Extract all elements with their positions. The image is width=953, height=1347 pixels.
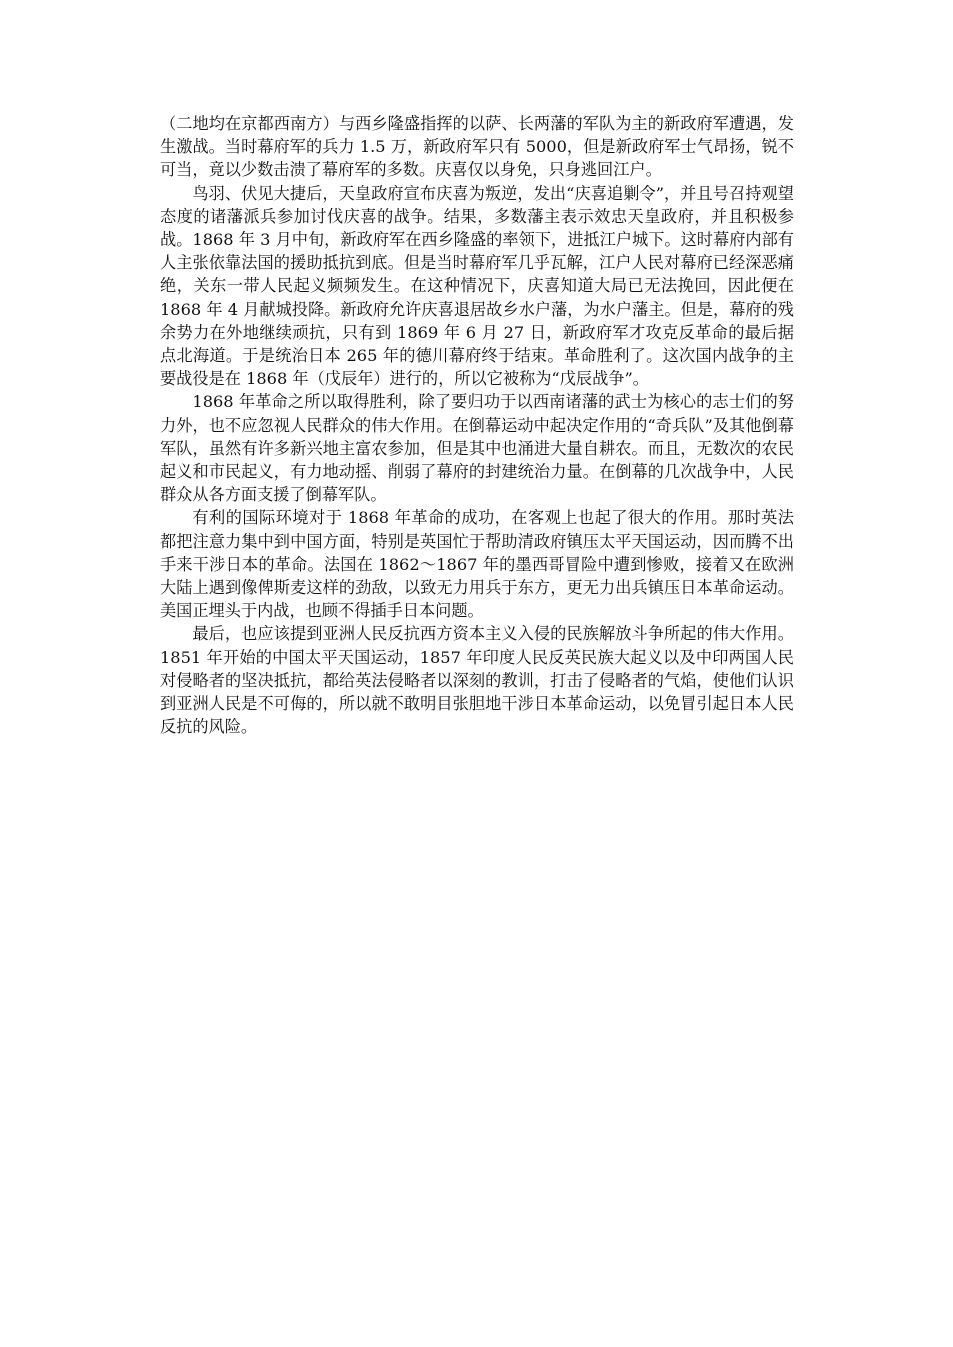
paragraph-1: （二地均在京都西南方）与西乡隆盛指挥的以萨、长两藩的军队为主的新政府军遭遇，发生激战。当时幕府军的兵力 1.5 万，新政府军只有 5000，但是新政府军士气昂扬，锐不可当，竟以少数击溃了幕府军的多数。庆喜仅以身免，只身逃回江户。 [160, 114, 794, 180]
paragraph-2: 鸟羽、伏见大捷后，天皇政府宣布庆喜为叛逆，发出“庆喜追剿令”，并且号召持观望态度的诸藩派兵参加讨伐庆喜的战争。结果，多数藩主表示效忠天皇政府，并且积极参战。1868 年 3 月中旬，新政府军在西乡隆盛的率领下，进抵江户城下。这时幕府内部有人主张依靠法国的援助抵抗到底。但是当时幕府军几乎瓦解，江户人民对幕府已经深恶痛绝，关东一带人民起义频频发生。在这种情况下，庆喜知道大局已无法挽回，因此便在 1868 年 4 月献城投降。新政府允许庆喜退居故乡水户藩，为水户藩主。但是，幕府的残余势力在外地继续顽抗，只有到 1869 年 6 月 27 日，新政府军才攻克反革命的最后据点北海道。于是统治日本 265 年的德川幕府终于结束。革命胜利了。这次国内战争的主要战役是在 1868 年（戊辰年）进行的，所以它被称为“戊辰战争”。 [160, 183, 794, 389]
paragraph-3: 1868 年革命之所以取得胜利，除了要归功于以西南诸藩的武士为核心的志士们的努力外，也不应忽视人民群众的伟大作用。在倒幕运动中起决定作用的“奇兵队”及其他倒幕军队，虽然有许多新兴地主富农参加，但是其中也涌进大量自耕农。而且，无数次的农民起义和市民起义，有力地动摇、削弱了幕府的封建统治力量。在倒幕的几次战争中，人民群众从各方面支援了倒幕军队。 [160, 392, 794, 505]
paragraph-4: 有利的国际环境对于 1868 年革命的成功，在客观上也起了很大的作用。那时英法都把注意力集中到中国方面，特别是英国忙于帮助清政府镇压太平天国运动，因而腾不出手来干涉日本的革命。法国在 1862～1867 年的墨西哥冒险中遭到惨败，接着又在欧洲大陆上遇到像俾斯麦这样的劲敌，以致无力用兵于东方，更无力出兵镇压日本革命运动。美国正埋头于内战，也顾不得插手日本问题。 [160, 508, 794, 621]
document-body [160, 112, 794, 738]
paragraph-5: 最后，也应该提到亚洲人民反抗西方资本主义入侵的民族解放斗争所起的伟大作用。1851 年开始的中国太平天国运动，1857 年印度人民反英民族大起义以及中印两国人民对侵略者的坚决抵抗，都给英法侵略者以深刻的教训，打击了侵略者的气焰，使他们认识到亚洲人民是不可侮的，所以就不敢明目张胆地干涉日本革命运动，以免冒引起日本人民反抗的风险。 [160, 624, 794, 737]
